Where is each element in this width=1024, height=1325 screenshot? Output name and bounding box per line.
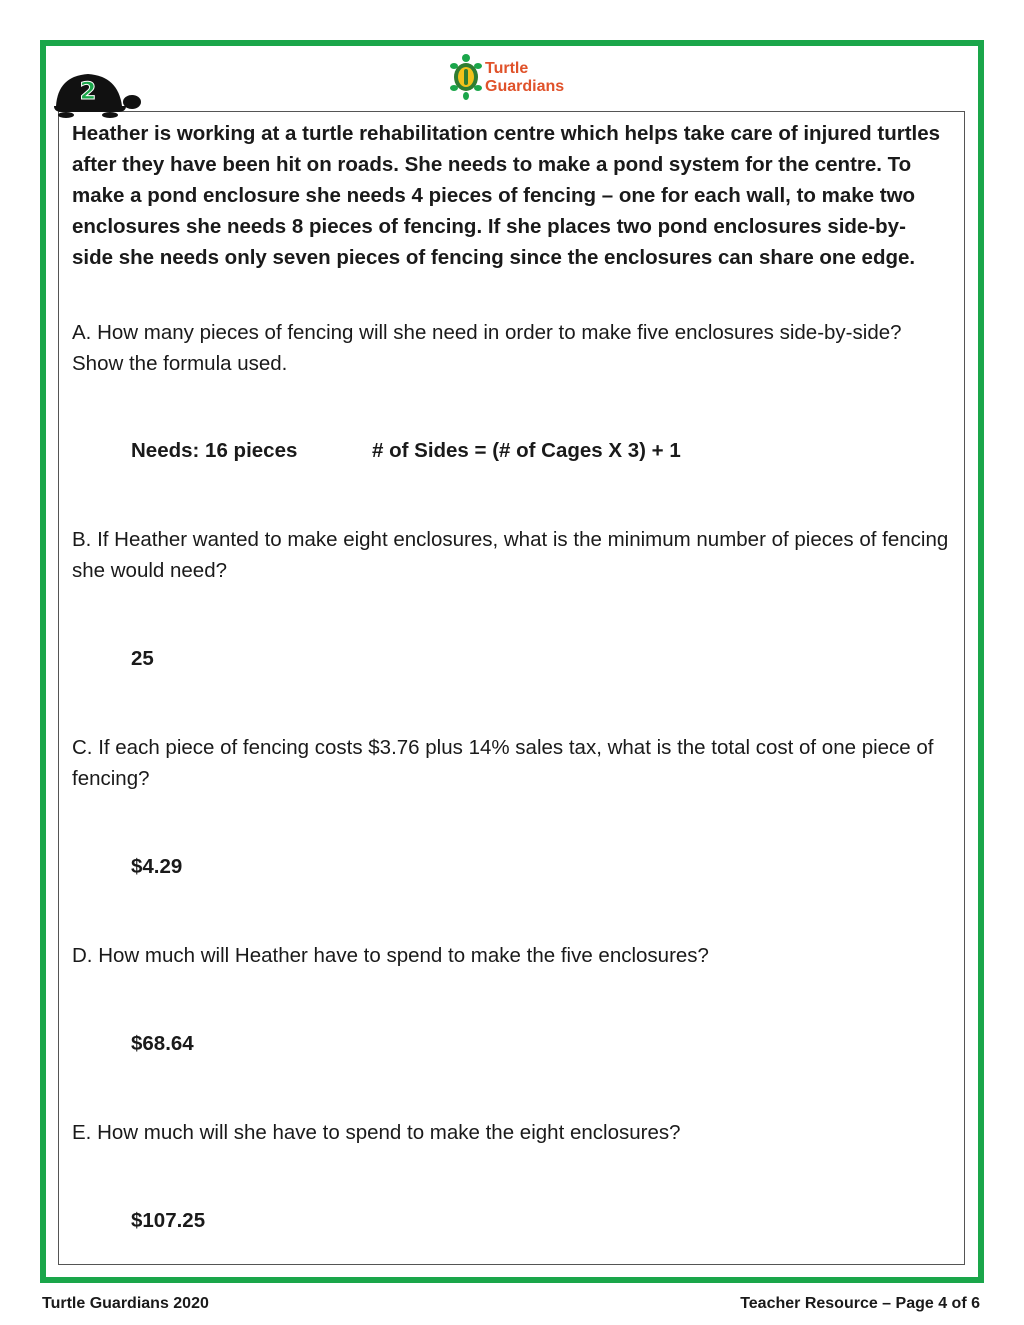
turtle-logo-icon (449, 52, 483, 102)
answer-b: 25 (131, 647, 154, 670)
answer-d: $68.64 (131, 1032, 194, 1055)
question-d: D. How much will Heather have to spend to make the five enclosures? (72, 944, 709, 967)
footer-right: Teacher Resource – Page 4 of 6 (740, 1295, 980, 1312)
logo (449, 52, 589, 102)
footer-left: Turtle Guardians 2020 (42, 1295, 209, 1312)
badge-number: 2 (79, 77, 97, 105)
logo-text-turtle: Turtle (485, 60, 529, 77)
answer-c: $4.29 (131, 855, 183, 878)
question-e: E. How much will she have to spend to make the eight enclosures? (72, 1121, 681, 1144)
answer-e: $107.25 (131, 1209, 206, 1232)
logo-text-guardians: Guardians (485, 78, 565, 95)
turtle-icon (52, 68, 142, 118)
question-c: C. If each piece of fencing costs $3.76 plus 14% sales tax, what is the total cost of one piece of fencing? (72, 736, 934, 790)
content-box (58, 111, 965, 1265)
question-a: A. How many pieces of fencing will she need in order to make five enclosures side-by-side? Show the formula used. (72, 321, 902, 375)
turtle-badge (52, 68, 142, 118)
formula-a: # of Sides = (# of Cages X 3) + 1 (372, 439, 681, 462)
answer-a: Needs: 16 pieces (131, 439, 298, 462)
problem-intro: Heather is working at a turtle rehabilitation centre which helps take care of injured turtles after they have been hit on roads. She needs to make a pond system for the centre. To make a pond enclosure she needs 4 pieces of fencing – one for each wall, to make two enclosures she needs 8 pieces of fencing. If she places two pond enclosures side-by-side she needs only seven pieces of fencing since the enclosures can share one edge. (72, 122, 941, 269)
question-b: B. If Heather wanted to make eight enclosures, what is the minimum number of pieces of fencing she would need? (72, 528, 949, 582)
